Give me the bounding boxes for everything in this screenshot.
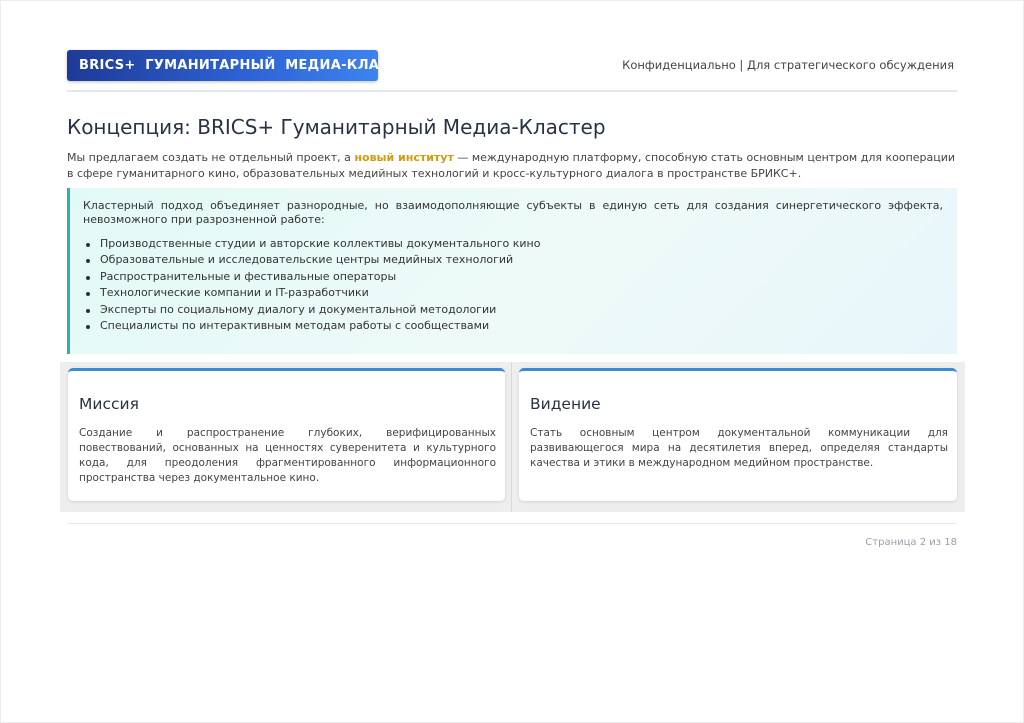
intro-text-end: — международную платформу, способную стать основным центром для кооперации в сфере гуманитарного кино, образовательных медийных технологий и кросс-культурного диалога в пространстве БРИКС+. (67, 151, 956, 180)
mission-card (68, 368, 505, 501)
page-title: Концепция: BRICS+ Гуманитарный Медиа-Кластер (67, 115, 606, 139)
list-item (83, 285, 943, 301)
list-item (83, 269, 943, 285)
brand-badge: BRICS+ ГУМАНИТАРНЫЙ МЕДИА-КЛАСТЕР (67, 50, 378, 81)
footer-divider (67, 523, 957, 524)
bullet-icon (86, 276, 90, 280)
mission-text: Создание и распространение глубоких, верифицированных повествований, основанных на ценностях суверенитета и культурного кода, для преодоления фрагментированного информационного пространства через документальное кино. (79, 427, 496, 484)
list-item-text: Производственные студии и авторские коллективы документального кино (100, 237, 541, 250)
page-number: Страница 2 из 18 (865, 537, 957, 548)
bullet-icon (86, 292, 90, 296)
vision-text: Стать основным центром документальной коммуникации для развивающегося мира на десятилетия вперед, определяя стандарты качества и этики в международном медийном пространстве. (530, 427, 948, 469)
vision-title: Видение (530, 395, 601, 413)
bullet-icon (86, 309, 90, 313)
list-item (83, 318, 943, 334)
list-item (83, 236, 943, 252)
list-item-text: Специалисты по интерактивным методам работы с сообществами (100, 319, 490, 333)
confidentiality-note: Конфиденциально | Для стратегического обсуждения (622, 58, 954, 72)
cards-divider (511, 362, 512, 512)
list-item-text: Распространительные и фестивальные операторы (100, 269, 397, 283)
bullet-icon (86, 243, 90, 247)
header-divider (67, 90, 957, 92)
list-item-text: Эксперты по социальному диалогу и документальной методологии (100, 302, 497, 316)
participant-list (83, 236, 943, 334)
list-item (83, 252, 943, 268)
list-item-text: Образовательные и исследовательские центры медийных технологий (100, 253, 514, 267)
intro-highlight: новый институт (354, 151, 454, 164)
callout-lead-text: Кластерный подход объединяет разнородные, но взаимодополняющие субъекты в единую сеть для создания синергетического эффекта, невозможного при разрозненной работе: (83, 199, 943, 226)
list-item-text: Технологические компании и IT-разработчики (100, 286, 369, 300)
intro-paragraph (67, 150, 957, 182)
bullet-icon (86, 259, 90, 263)
vision-card (519, 368, 957, 501)
intro-text-start: Мы предлагаем создать не отдельный проект, а (67, 151, 355, 164)
list-item (83, 302, 943, 318)
bullet-icon (86, 325, 90, 329)
mission-title: Миссия (79, 395, 139, 413)
cluster-callout (67, 188, 957, 354)
